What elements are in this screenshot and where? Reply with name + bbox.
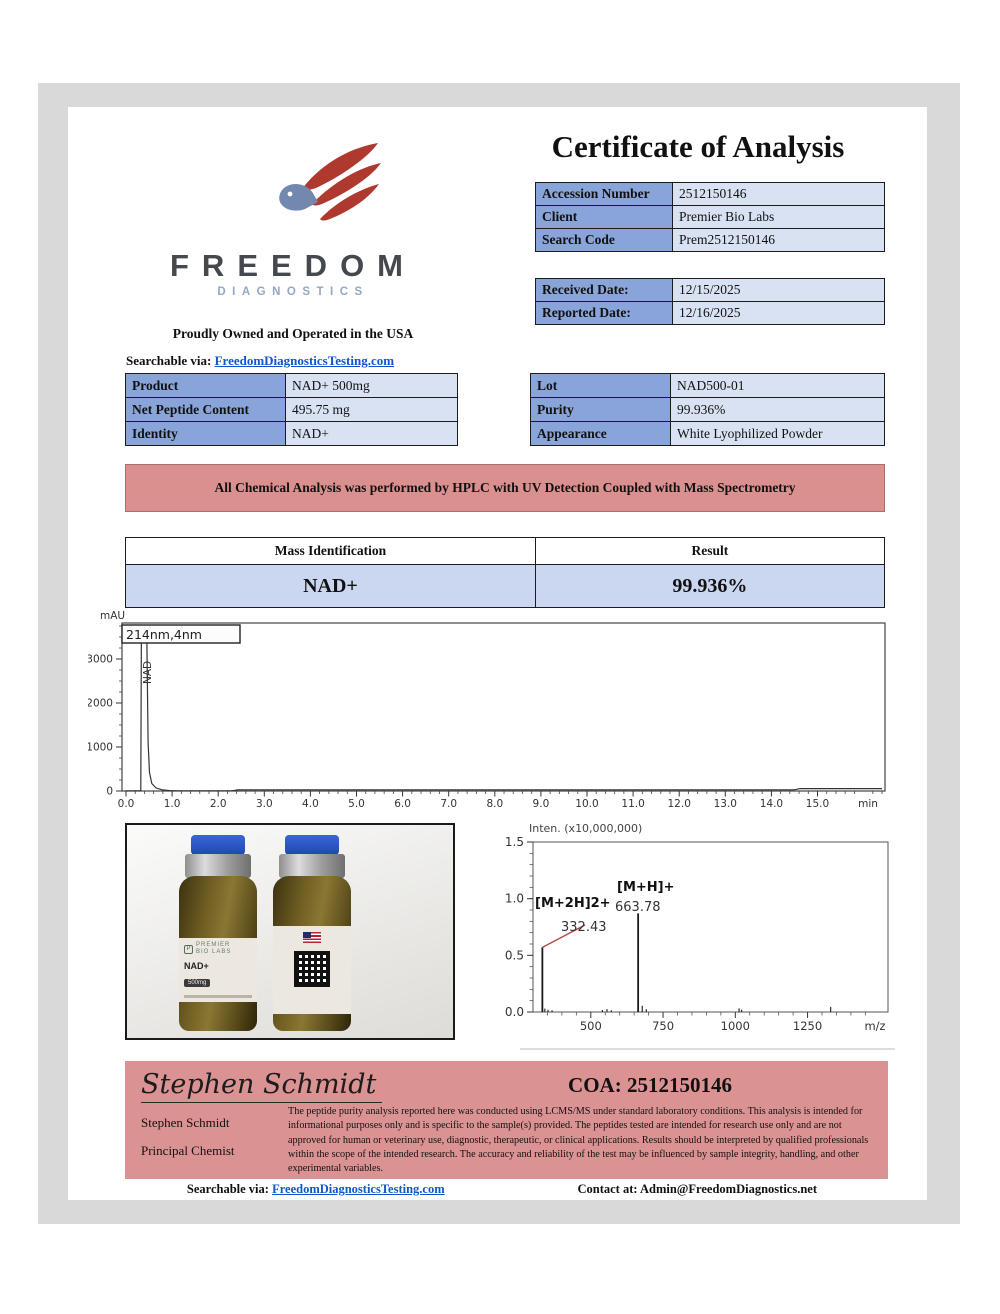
svg-text:NAD: NAD — [142, 660, 154, 684]
certificate-document — [68, 107, 927, 1200]
lot-table — [530, 373, 885, 446]
searchable-label: Searchable via: — [126, 353, 212, 368]
svg-text:14.0: 14.0 — [759, 798, 784, 810]
svg-text:2000: 2000 — [88, 697, 113, 710]
vial-label-fineprint — [184, 995, 252, 998]
svg-text:15.0: 15.0 — [805, 798, 830, 810]
brand-subtitle: DIAGNOSTICS — [217, 286, 369, 298]
svg-text:6.0: 6.0 — [394, 798, 411, 810]
disclaimer-text: The peptide purity analysis reported here was conducted using LCMS/MS under standard laboratory conditions. This analysis is intended for informational purposes only and is specific to the sample(s) provided. The peptides tested are intended for research use only and are not approved for human or veterinary use, diagnostic, therapeutic, or clinical applications. Results should be interpreted by qualified professionals within the scope of the intended research. The accuracy and reliability of the test may be influenced by sample integrity, handling, and other experimental variables. — [288, 1106, 869, 1175]
tagline: Proudly Owned and Operated in the USA — [172, 326, 414, 341]
row-value: 12/16/2025 — [673, 302, 885, 325]
usa-flag-icon — [303, 932, 321, 943]
row-label: Product — [126, 374, 286, 398]
svg-text:1000: 1000 — [720, 1019, 750, 1033]
freedom-eagle-logo-icon — [268, 143, 393, 249]
svg-text:1.5: 1.5 — [505, 835, 524, 850]
table-row — [536, 302, 885, 325]
table-row — [536, 229, 885, 252]
product-table — [125, 373, 458, 446]
svg-text:3.0: 3.0 — [255, 798, 273, 810]
row-label: Net Peptide Content — [126, 398, 286, 422]
svg-text:8.0: 8.0 — [486, 798, 504, 810]
svg-text:1250: 1250 — [792, 1019, 823, 1033]
svg-text:0: 0 — [106, 785, 113, 798]
svg-text:1.0: 1.0 — [505, 891, 524, 906]
table-row — [126, 374, 458, 398]
qr-code-icon — [294, 951, 330, 987]
table-row — [531, 422, 885, 446]
svg-text:1000: 1000 — [88, 741, 113, 754]
svg-text:[M+2H]2+: [M+2H]2+ — [535, 896, 611, 911]
hplc-chromatogram — [88, 610, 890, 815]
row-value: White Lyophilized Powder — [671, 422, 885, 446]
vial-back — [273, 835, 351, 1031]
svg-text:4.0: 4.0 — [302, 798, 319, 810]
method-banner: All Chemical Analysis was performed by HPLC with UV Detection Coupled with Mass Spectrometry — [125, 464, 885, 512]
coa-number: COA: 2512150146 — [568, 1073, 732, 1097]
signer-role: Principal Chemist — [141, 1143, 235, 1158]
svg-text:5.0: 5.0 — [348, 798, 365, 810]
svg-text:12.0: 12.0 — [667, 798, 691, 810]
table-row — [536, 206, 885, 229]
row-label: Lot — [531, 374, 671, 398]
signer-name: Stephen Schmidt — [141, 1115, 230, 1130]
row-value: NAD+ — [286, 422, 458, 446]
row-label: Identity — [126, 422, 286, 446]
svg-text:Inten. (x10,000,000): Inten. (x10,000,000) — [529, 822, 643, 835]
table-row — [536, 279, 885, 302]
result-value: 99.936% — [535, 565, 884, 608]
row-value: 495.75 mg — [286, 398, 458, 422]
table-row — [126, 565, 885, 608]
svg-text:m/z: m/z — [864, 1019, 886, 1033]
document-footer — [125, 1182, 888, 1197]
svg-text:1.0: 1.0 — [163, 798, 181, 810]
certificate-title: Certificate of Analysis — [551, 129, 845, 164]
column-header: Mass Identification — [126, 538, 536, 565]
svg-text:11.0: 11.0 — [621, 798, 645, 810]
vial-seal — [279, 854, 345, 878]
row-value: 99.936% — [671, 398, 885, 422]
svg-text:2.0: 2.0 — [209, 798, 227, 810]
row-value: 2512150146 — [673, 183, 885, 206]
footer-searchable — [125, 1182, 507, 1197]
mass-id-value: NAD+ — [126, 565, 536, 608]
row-value: 12/15/2025 — [673, 279, 885, 302]
row-label: Client — [536, 206, 673, 229]
svg-text:mAU: mAU — [100, 610, 126, 622]
row-label: Appearance — [531, 422, 671, 446]
vial-seal — [185, 854, 251, 878]
vial-front-label — [179, 938, 257, 1002]
row-label: Purity — [531, 398, 671, 422]
premier-logo-icon: P — [184, 945, 193, 954]
vial-glass — [273, 876, 351, 1031]
svg-text:7.0: 7.0 — [440, 798, 458, 810]
row-value: NAD+ 500mg — [286, 374, 458, 398]
vial-product-name: NAD+ — [184, 961, 209, 972]
dates-table — [535, 278, 885, 325]
searchable-link[interactable]: FreedomDiagnosticsTesting.com — [214, 353, 395, 368]
row-label: Reported Date: — [536, 302, 673, 325]
vial-back-label — [273, 926, 351, 1014]
row-label: Search Code — [536, 229, 673, 252]
svg-text:0.5: 0.5 — [505, 948, 524, 963]
vial-brand-top: PREMIER — [196, 942, 231, 948]
vial-glass — [179, 876, 257, 1031]
signature-script: Stephen Schmidt — [141, 1069, 382, 1103]
vial-strength-badge: 500mg — [184, 979, 210, 987]
svg-text:332.43: 332.43 — [561, 920, 607, 935]
svg-text:13.0: 13.0 — [713, 798, 737, 810]
table-row — [531, 398, 885, 422]
svg-text:[M+H]+: [M+H]+ — [617, 880, 675, 895]
svg-text:0.0: 0.0 — [505, 1005, 524, 1019]
svg-text:10.0: 10.0 — [575, 798, 599, 810]
row-value: Premier Bio Labs — [673, 206, 885, 229]
table-row — [531, 374, 885, 398]
signature-block — [125, 1061, 888, 1179]
table-row — [126, 422, 458, 446]
brand-name: FREEDOM — [170, 248, 416, 283]
vial-front — [179, 835, 257, 1031]
row-value: NAD500-01 — [671, 374, 885, 398]
svg-text:663.78: 663.78 — [615, 900, 661, 915]
footer-contact: Contact at: Admin@FreedomDiagnostics.net — [577, 1182, 817, 1196]
footer-searchable-label: Searchable via: — [186, 1182, 269, 1196]
row-label: Accession Number — [536, 183, 673, 206]
svg-text:214nm,4nm: 214nm,4nm — [126, 627, 202, 642]
svg-text:500: 500 — [579, 1019, 602, 1033]
product-vial-photo — [125, 823, 455, 1040]
table-row — [126, 398, 458, 422]
svg-text:9.0: 9.0 — [532, 798, 550, 810]
footer-searchable-link[interactable]: FreedomDiagnosticsTesting.com — [272, 1182, 445, 1196]
svg-text:750: 750 — [652, 1019, 675, 1033]
svg-text:min: min — [858, 798, 878, 810]
accession-table — [535, 182, 885, 252]
table-row — [126, 538, 885, 565]
vial-cap — [191, 835, 245, 855]
row-label: Received Date: — [536, 279, 673, 302]
svg-text:0.0: 0.0 — [117, 798, 135, 810]
table-row — [536, 183, 885, 206]
mass-identification-table — [125, 537, 885, 608]
mass-spectrum — [505, 819, 897, 1059]
row-value: Prem2512150146 — [673, 229, 885, 252]
vial-cap — [285, 835, 339, 855]
header-searchable-line — [126, 353, 394, 369]
column-header: Result — [535, 538, 884, 565]
svg-text:3000: 3000 — [88, 653, 113, 666]
vial-brand-bottom: BIO LABS — [196, 949, 232, 956]
